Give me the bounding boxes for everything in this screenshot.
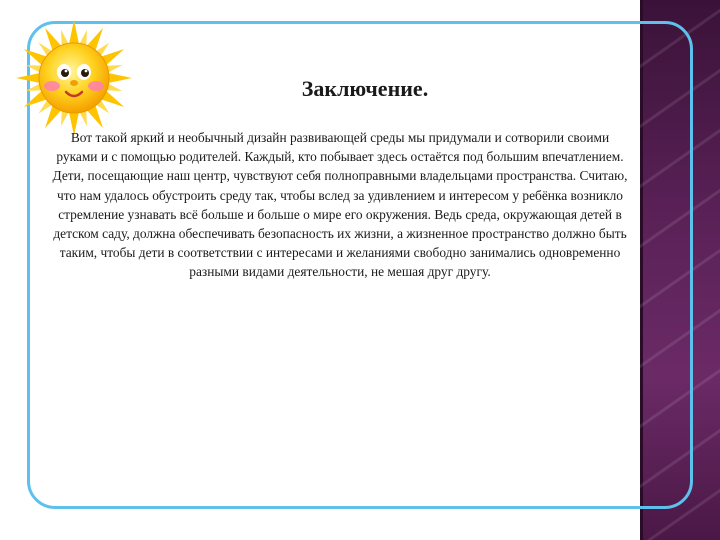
sun-illustration — [8, 18, 138, 136]
sun-rays — [16, 20, 132, 136]
slide-body-text: Вот такой яркий и необычный дизайн развивающей среды мы придумали и сотворили своими руками и с помощью родителей. Каждый, кто побывает здесь остаётся под большим впечатлением. Дети, посещающие наш центр, чувствуют себя полноправными владельцами пространства. Считаю, что нам удалось обустроить среду так, чтобы вслед за удивлением и интересом у ребёнка возникло стремление узнавать всё больше и больше о мире его окружения. Ведь среда, окружающая детей в детском саду, должна обеспечивать безопасность их жизни, а жизненное пространство должно быть таким, чтобы дети в соответствии с интересами и желаниями свободно занимались одновременно разными видами деятельности, не мешая друг другу. — [52, 130, 628, 280]
slide-title: Заключение. — [301, 76, 429, 101]
